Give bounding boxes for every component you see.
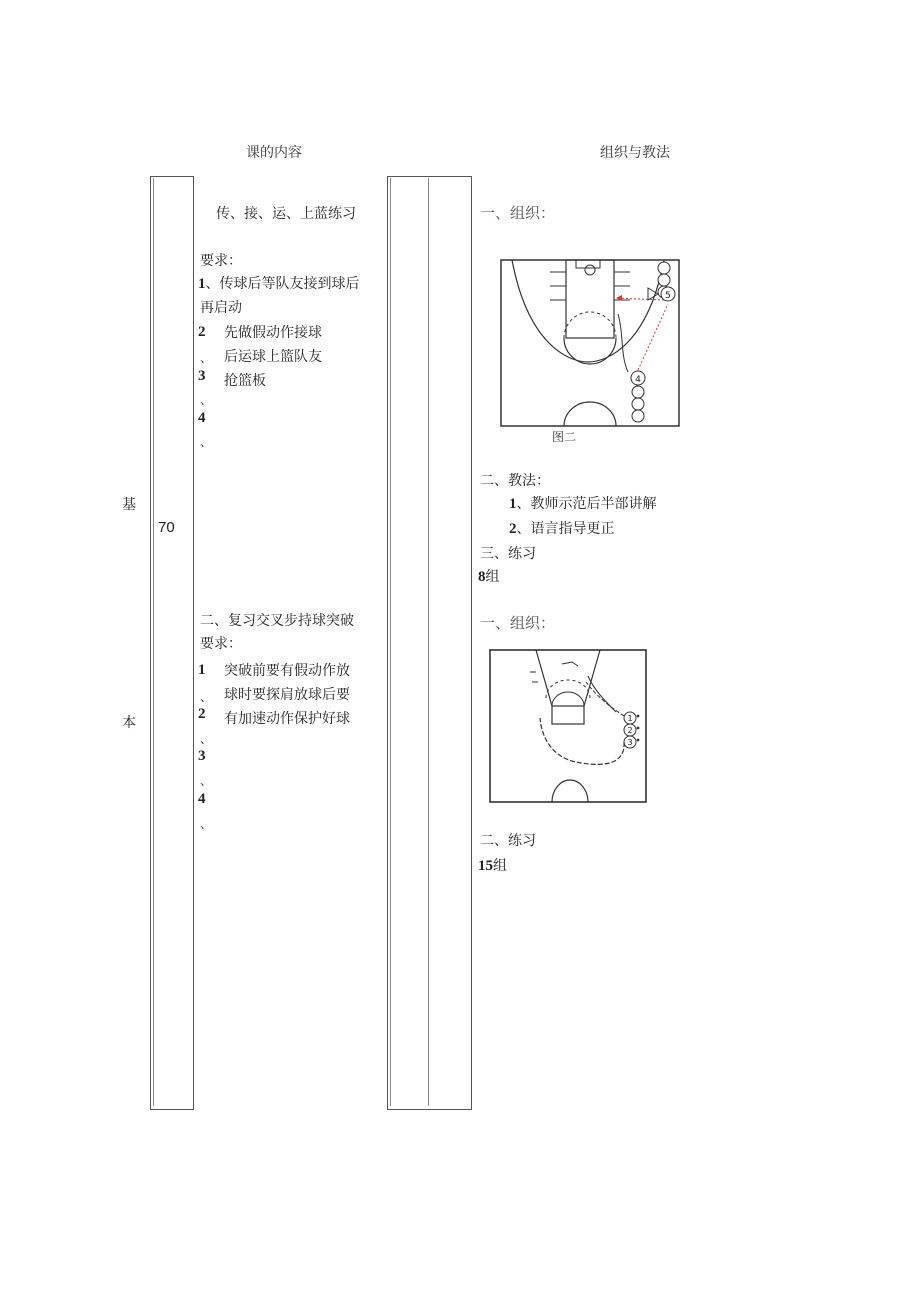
block1-practice-label: 三、练习 [480, 546, 536, 562]
block2-org-label: 一、组织： [480, 614, 556, 632]
time-column-inner-line [153, 178, 154, 1106]
section-char-ben: 本 [122, 715, 136, 731]
middle-column-divider [428, 178, 429, 1106]
block1-method-item-1 [509, 493, 657, 515]
header-lesson-content: 课的内容 [246, 145, 302, 161]
part1-requirements-label: 要求： [200, 253, 242, 269]
part1-item-2-text: 先做假动作接球 [224, 325, 322, 341]
part1-sep-2: 、 [200, 351, 213, 365]
block2-practice-count-unit: 组 [493, 858, 507, 874]
part2-item-2-text: 球时要探肩放球后要 [224, 687, 350, 703]
part2-item-3-num: 3 [198, 748, 206, 764]
court-diagram-1 [498, 254, 684, 444]
part1-item-1-num: 1 [198, 276, 206, 292]
middle-column-frame [387, 176, 472, 1110]
part1-sep-4: 、 [200, 435, 213, 449]
block2-practice-count [478, 855, 507, 877]
block1-org-label: 一、组织： [480, 204, 556, 222]
block1-practice-count-num: 8 [478, 569, 486, 585]
diagram1-player-4-label: 4 [635, 375, 641, 385]
part2-requirements-label: 要求： [200, 636, 242, 652]
part2-sep-2: 、 [200, 732, 213, 746]
part2-item-2-num: 2 [198, 706, 206, 722]
part2-sep-4: 、 [200, 817, 213, 831]
part2-sep-1: 、 [200, 690, 213, 704]
part1-item-3-text: 后运球上篮队友 [224, 349, 322, 365]
diagram1-player-5-label: 5 [665, 291, 671, 301]
part2-sep-3: 、 [200, 774, 213, 788]
part1-item-4-num: 4 [198, 410, 206, 426]
block1-practice-count-unit: 组 [485, 569, 500, 585]
part2-item-1-num: 1 [198, 662, 206, 678]
part1-title: 传、接、运、上蓝练习 [216, 206, 356, 222]
court-diagram-2 [486, 642, 652, 808]
part1-sep-3: 、 [200, 393, 213, 407]
diagram2-player-1-label: 1 [627, 714, 633, 723]
diagram1-caption: 图二 [552, 430, 577, 444]
part2-item-1-text: 突破前要有假动作放 [224, 663, 350, 679]
block1-method-item-2 [509, 518, 615, 540]
part1-item-2-num: 2 [198, 324, 206, 340]
part1-item-1 [198, 273, 360, 295]
block1-method-item-1-num: 1 [509, 496, 517, 512]
header-organization-method: 组织与教法 [600, 145, 670, 161]
middle-column-inner-line [390, 178, 391, 1106]
part1-item-3-num: 3 [198, 368, 206, 384]
block1-method-item-2-text: 、语言指导更正 [516, 521, 615, 537]
block1-practice-count [478, 566, 500, 588]
part2-item-4-num: 4 [198, 791, 206, 807]
part1-item-4-text: 抢篮板 [224, 373, 266, 389]
minutes-value: 70 [158, 519, 175, 536]
block2-practice-count-num: 15 [478, 858, 493, 874]
part2-item-3-text: 有加速动作保护好球 [224, 711, 350, 727]
block1-method-label: 二、教法： [480, 473, 550, 489]
block2-practice-label: 二、练习 [480, 833, 536, 849]
section-char-ji: 基 [122, 497, 136, 513]
part2-title: 二、复习交叉步持球突破 [200, 613, 354, 629]
block1-method-item-2-num: 2 [509, 521, 517, 537]
diagram2-player-2-label: 2 [627, 726, 633, 735]
diagram2-player-3-label: 3 [627, 738, 633, 747]
block1-method-item-1-text: 、教师示范后半部讲解 [516, 496, 657, 512]
part1-item-1-text: 、传球后等队友接到球后 [205, 276, 360, 292]
part1-item-1-cont: 再启动 [200, 300, 242, 316]
time-column-frame [150, 176, 194, 1110]
